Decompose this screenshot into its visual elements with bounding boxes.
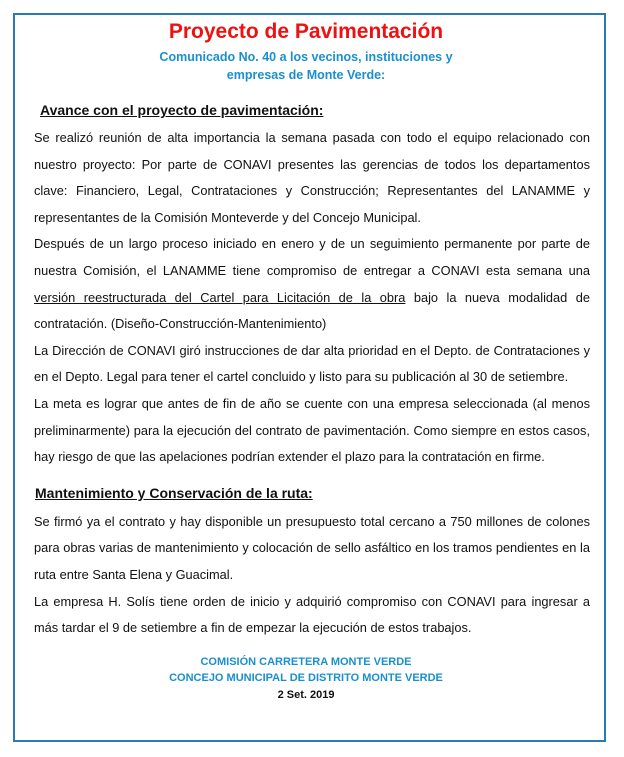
paragraph-goal: La meta es lograr que antes de fin de año se cuente con una empresa seleccionada (al menos preliminarmente) para la ejecución del contrato de pavimentación. Como siempre en estos casos, hay riesgo de que las apelaciones podrían extender el plazo para la contratación en firme. (34, 395, 590, 465)
section-heading-maintenance: Mantenimiento y Conservación de la ruta: (35, 484, 313, 501)
subtitle-line-2: empresas de Monte Verde: (226, 68, 386, 82)
signature-block (22, 654, 590, 704)
paragraph-cartel-text-a: Después de un largo proceso iniciado en enero y de un seguimiento permanente por parte de nuestra Comisión, el LANAMME tiene compromiso de entregar a CONAVI esta semana una (34, 236, 590, 278)
paragraph-contract: Se firmó ya el contrato y hay disponible un presupuesto total cercano a 750 millones de colones para obras varias de mantenimiento y colocación de sello asfáltico en los tramos pendientes en la ruta entre Santa Elena y Guacimal. (34, 513, 590, 582)
signature-commission: COMISIÓN CARRETERA MONTE VERDE (200, 655, 412, 668)
cartel-underlined-text: versión reestructurada del Cartel para Licitación de la obra (34, 289, 406, 305)
signature-council: CONCEJO MUNICIPAL DE DISTRITO MONTE VERDE (169, 672, 443, 685)
paragraph-cartel (34, 231, 590, 337)
paragraph-conavi-direction: La Dirección de CONAVI giró instrucciones de dar alta prioridad en el Depto. de Contrataciones y en el Depto. Legal para tener el cartel concluido y listo para su publicación al 30 de setiembre. (34, 342, 590, 385)
subtitle-line-1: Comunicado No. 40 a los vecinos, instituciones y (159, 50, 453, 64)
document-title: Proyecto de Pavimentación (168, 20, 444, 43)
paragraph-company: La empresa H. Solís tiene orden de inicio y adquirió compromiso con CONAVI para ingresar a más tardar el 9 de setiembre a fin de empezar la ejecución de estos trabajos. (34, 593, 590, 636)
section-progress-body (22, 125, 590, 471)
paragraph-meeting: Se realizó reunión de alta importancia la semana pasada con todo el equipo relacionado con nuestro proyecto: Por parte de CONAVI presentes las gerencias de todos los departamentos clave: Financiero, Legal, Contrataciones y Construcción; Representantes del LANAMME y representantes de la Comisión Monteverde y del Concejo Municipal. (34, 130, 590, 225)
document-subtitle (22, 48, 590, 84)
document-date: 2 Set. 2019 (277, 688, 335, 701)
section-maintenance-body (22, 509, 590, 642)
paragraph-cartel-text-b: bajo la nueva modalidad de contratación. (Diseño-Construcción-Mantenimiento) (34, 289, 590, 332)
document-body (22, 20, 590, 703)
section-heading-progress: Avance con el proyecto de pavimentación: (40, 102, 324, 118)
